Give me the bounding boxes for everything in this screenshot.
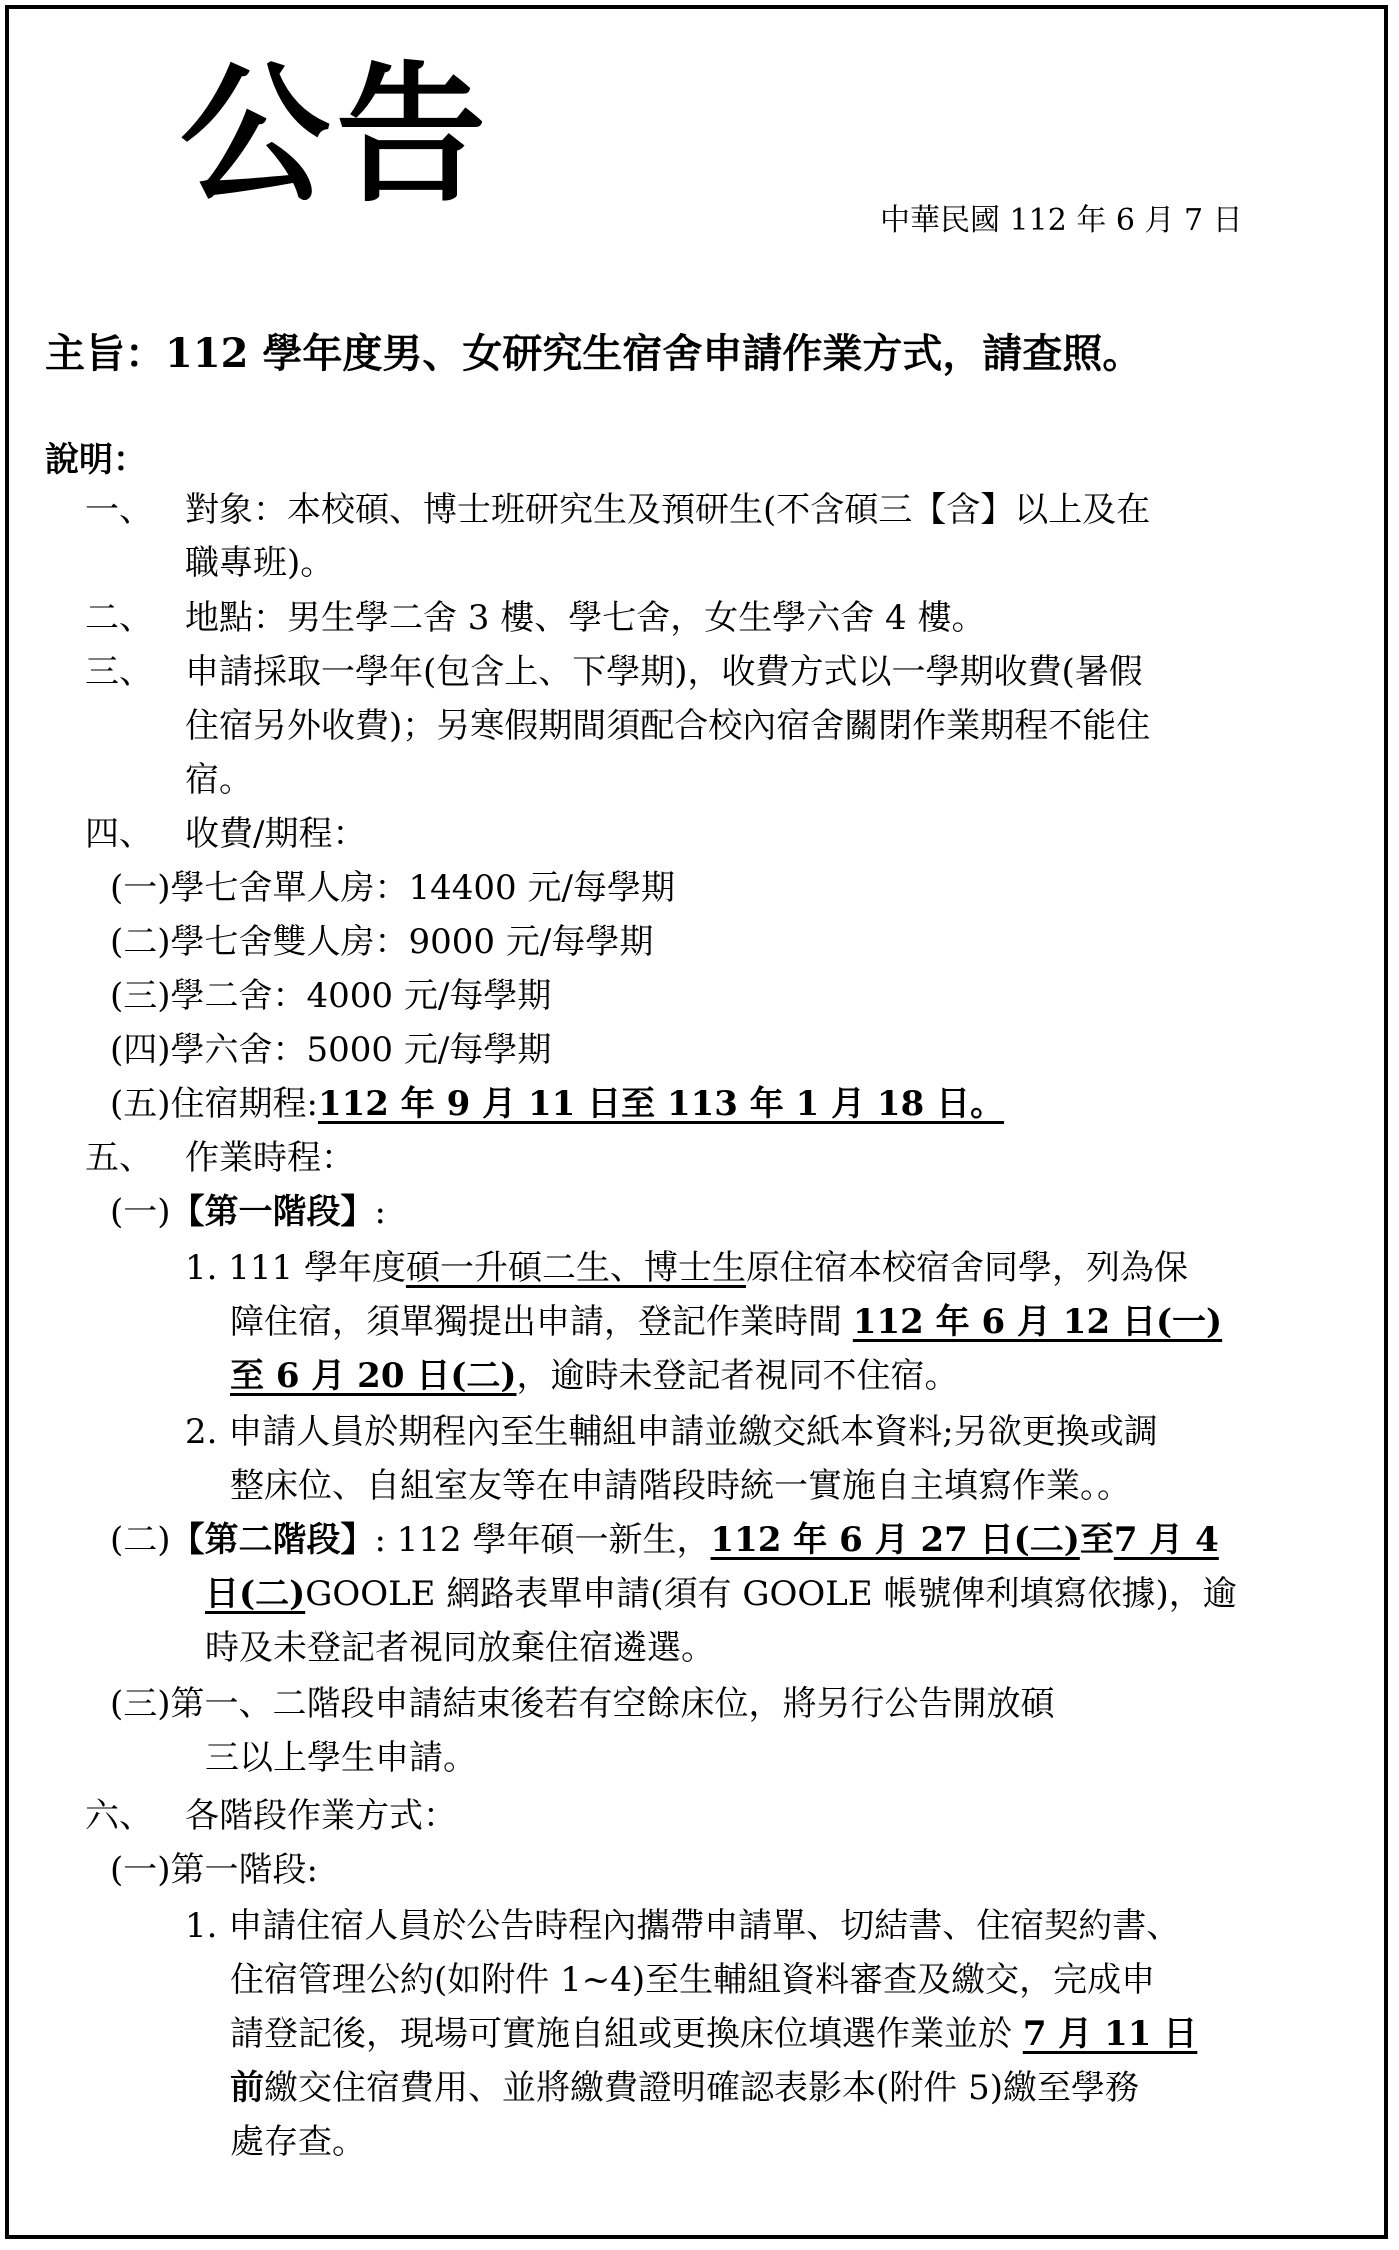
announcement-title: 公告 [180, 47, 493, 223]
stay-period-dates: 112 年 9 月 11 日至 113 年 1 月 18 日。 [317, 1084, 1005, 1124]
section-6-item-1-line [230, 2014, 1197, 2055]
section-6-item-1-line [230, 2068, 1139, 2109]
section-1-number: 一、 [85, 490, 153, 530]
phase-3-line: (三)第一、二階段申請結束後若有空餘床位，將另行公告開放碩 [110, 1684, 1055, 1724]
section-3-line: 申請採取一學年(包含上、下學期)，收費方式以一學期收費(暑假 [185, 652, 1143, 692]
text-run: 至 [1079, 1520, 1114, 1560]
section-3-line: 住宿另外收費)；另寒假期間須配合校內宿舍關閉作業期程不能住 [185, 706, 1151, 746]
section-5-heading: 作業時程： [185, 1138, 355, 1178]
phase-2-line [205, 1574, 1237, 1615]
section-4-number: 四、 [85, 814, 153, 854]
section-6-item-1-line: 處存查。 [230, 2122, 366, 2162]
section-1-line: 職專班)。 [185, 543, 335, 583]
section-3-number: 三、 [85, 652, 153, 692]
section-1-line: 對象：本校碩、博士班研究生及預研生(不含碩三【含】以上及在 [185, 490, 1151, 530]
phase-2-stage: 【第二階段】 [170, 1520, 375, 1560]
section-2-number: 二、 [85, 598, 153, 638]
text-run: 至 6 月 20 日(二) [230, 1356, 517, 1396]
text-run: GOOLE 網路表單申請(須有 GOOLE 帳號俾利填寫依據)，逾 [305, 1574, 1237, 1614]
phase-1-item-2-line: 整床位、自組室友等在申請階段時統一實施自主填寫作業。。 [230, 1466, 1131, 1506]
text-run: 7 月 4 [1113, 1520, 1219, 1560]
text-run: 繳交住宿費用、並將繳費證明確認表影本(附件 5)繳至學務 [264, 2068, 1139, 2108]
text-run: 7 月 11 日 [1022, 2014, 1198, 2054]
section-6-item-1-line: 1. 申請住宿人員於公告時程內攜帶申請單、切結書、住宿契約書、 [185, 1906, 1181, 1946]
text-run: 112 年 6 月 27 日(二) [710, 1520, 1080, 1560]
phase-1-item-1-line [230, 1302, 1222, 1343]
stay-period-label: (五)住宿期程: [110, 1084, 318, 1124]
text-run: ，逾時未登記者視同不住宿。 [516, 1356, 959, 1396]
text-run: 112 年 6 月 12 日(一) [852, 1302, 1223, 1342]
text-run: 障住宿，須單獨提出申請，登記作業時間 [230, 1302, 853, 1342]
text-run: 前 [230, 2068, 264, 2108]
fee-item: (四)學六舍：5000 元/每學期 [110, 1030, 552, 1070]
fee-item: (一)學七舍單人房：14400 元/每學期 [110, 868, 675, 908]
text-run: 原住宿本校宿舍同學，列為保 [745, 1248, 1188, 1288]
phase-2-label: (二) [110, 1520, 171, 1560]
text-run: 1. 111 學年度 [185, 1248, 406, 1288]
phase-1-label: (一) [110, 1192, 171, 1232]
section-5-number: 五、 [85, 1138, 153, 1178]
stay-period-item [110, 1084, 1004, 1125]
text-run: 碩一升碩二生、博士生 [405, 1248, 746, 1288]
section-4-heading: 收費/期程： [185, 814, 367, 854]
text-run: : 112 學年碩一新生， [374, 1520, 711, 1560]
phase-1-stage: 【第一階段】 [170, 1192, 375, 1232]
text-run: 請登記後，現場可實施自組或更換床位填選作業並於 [230, 2014, 1023, 2054]
section-6-sub-heading: (一)第一階段: [110, 1850, 318, 1890]
phase-1-item-1-line [230, 1356, 959, 1397]
announcement-date: 中華民國 112 年 6 月 7 日 [880, 203, 1243, 238]
phase-2-line [110, 1520, 1219, 1561]
text-run: 日(二) [205, 1574, 306, 1614]
section-6-number: 六、 [85, 1796, 153, 1836]
fee-item: (二)學七舍雙人房：9000 元/每學期 [110, 922, 654, 962]
section-3-line: 宿。 [185, 760, 253, 800]
phase-1-heading [110, 1192, 386, 1233]
section-6-item-1-line: 住宿管理公約(如附件 1~4)至生輔組資料審查及繳交，完成申 [230, 1960, 1156, 2000]
section-2-line: 地點：男生學二舍 3 樓、學七舍，女生學六舍 4 樓。 [185, 598, 986, 638]
phase-2-line: 時及未登記者視同放棄住宿遴選。 [205, 1628, 715, 1668]
section-6-heading: 各階段作業方式： [185, 1796, 457, 1836]
phase-1-item-1-line [185, 1248, 1188, 1289]
explanation-label: 說明： [45, 440, 147, 480]
subject-line: 主旨：112 學年度男、女研究生宿舍申請作業方式，請查照。 [45, 330, 1143, 377]
phase-1-item-2-line: 2. 申請人員於期程內至生輔組申請並繳交紙本資料;另欲更換或調 [185, 1412, 1158, 1452]
fee-item: (三)學二舍：4000 元/每學期 [110, 976, 552, 1016]
phase-1-colon: : [374, 1192, 386, 1232]
phase-3-line: 三以上學生申請。 [205, 1738, 477, 1778]
